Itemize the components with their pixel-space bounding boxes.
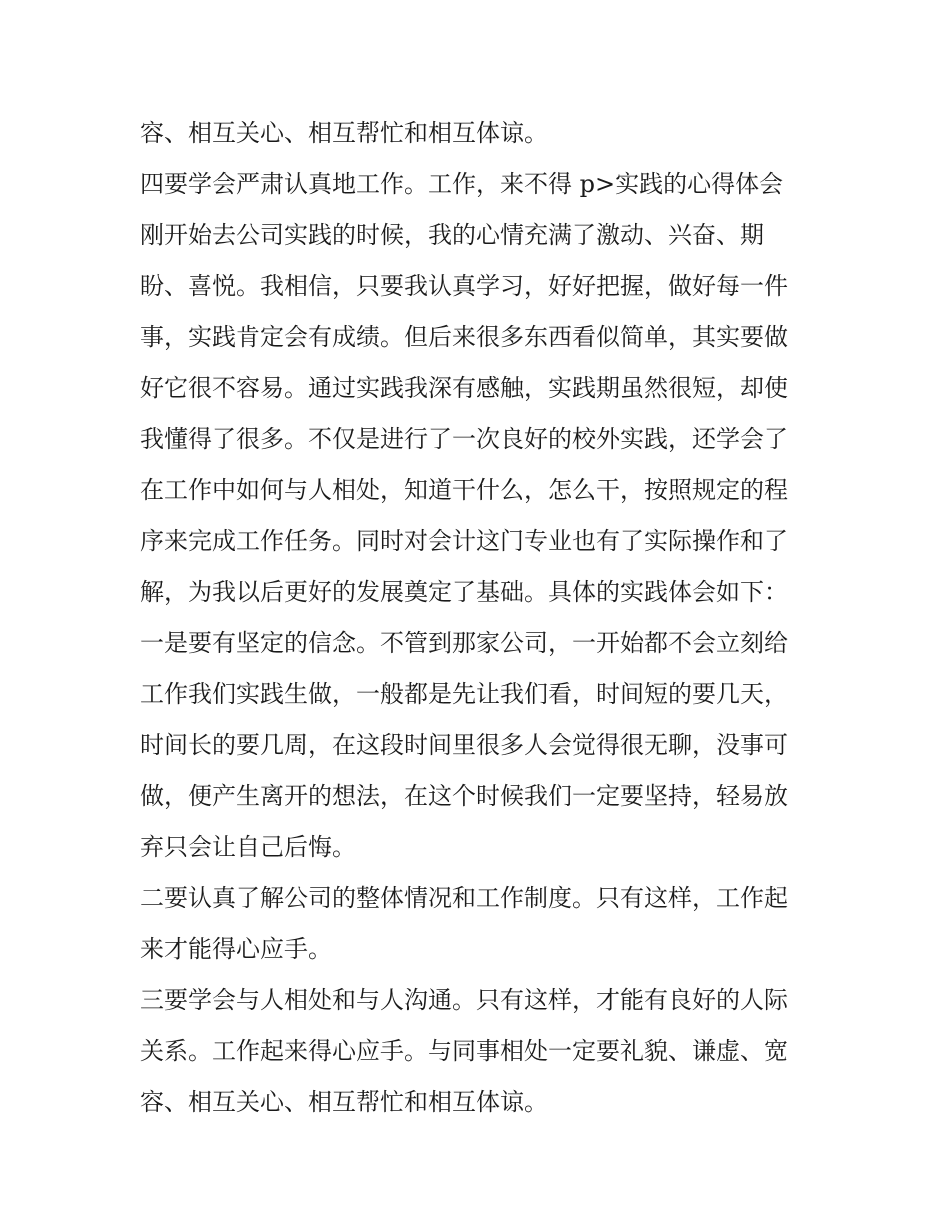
text-line: 解，为我以后更好的发展奠定了基础。具体的实践体会如下：: [140, 578, 788, 606]
text-line: 弃只会让自己后悔。: [140, 833, 356, 861]
text-line: 关系。工作起来得心应手。与同事相处一定要礼貌、谦虚、宽: [140, 1037, 788, 1065]
text-line: 好它很不容易。通过实践我深有感触，实践期虽然很短，却使: [140, 374, 788, 402]
text-line: 我懂得了很多。不仅是进行了一次良好的校外实践，还学会了: [140, 425, 788, 453]
text-line: 盼、喜悦。我相信，只要我认真学习，好好把握，做好每一件: [140, 272, 788, 300]
text-line: 序来完成工作任务。同时对会计这门专业也有了实际操作和了: [140, 527, 788, 555]
text-line: 容、相互关心、相互帮忙和相互体谅。: [140, 1088, 548, 1116]
text-line: 在工作中如何与人相处，知道干什么，怎么干，按照规定的程: [140, 476, 788, 504]
text-line: 做，便产生离开的想法，在这个时候我们一定要坚持，轻易放: [140, 782, 788, 810]
text-line: 四要学会严肃认真地工作。工作，来不得 p>实践的心得体会: [140, 170, 784, 198]
text-line: 来才能得心应手。: [140, 935, 332, 963]
document-body: [140, 108, 820, 1128]
text-line: 一是要有坚定的信念。不管到那家公司，一开始都不会立刻给: [140, 629, 788, 657]
text-line: 时间长的要几周，在这段时间里很多人会觉得很无聊，没事可: [140, 731, 788, 759]
text-line: 三要学会与人相处和与人沟通。只有这样，才能有良好的人际: [140, 986, 788, 1014]
text-line: 容、相互关心、相互帮忙和相互体谅。: [140, 119, 548, 147]
text-line: 事，实践肯定会有成绩。但后来很多东西看似简单，其实要做: [140, 323, 788, 351]
text-line: 刚开始去公司实践的时候，我的心情充满了激动、兴奋、期: [140, 221, 764, 249]
text-line: 工作我们实践生做，一般都是先让我们看，时间短的要几天，: [140, 680, 788, 708]
text-line: 二要认真了解公司的整体情况和工作制度。只有这样，工作起: [140, 884, 788, 912]
